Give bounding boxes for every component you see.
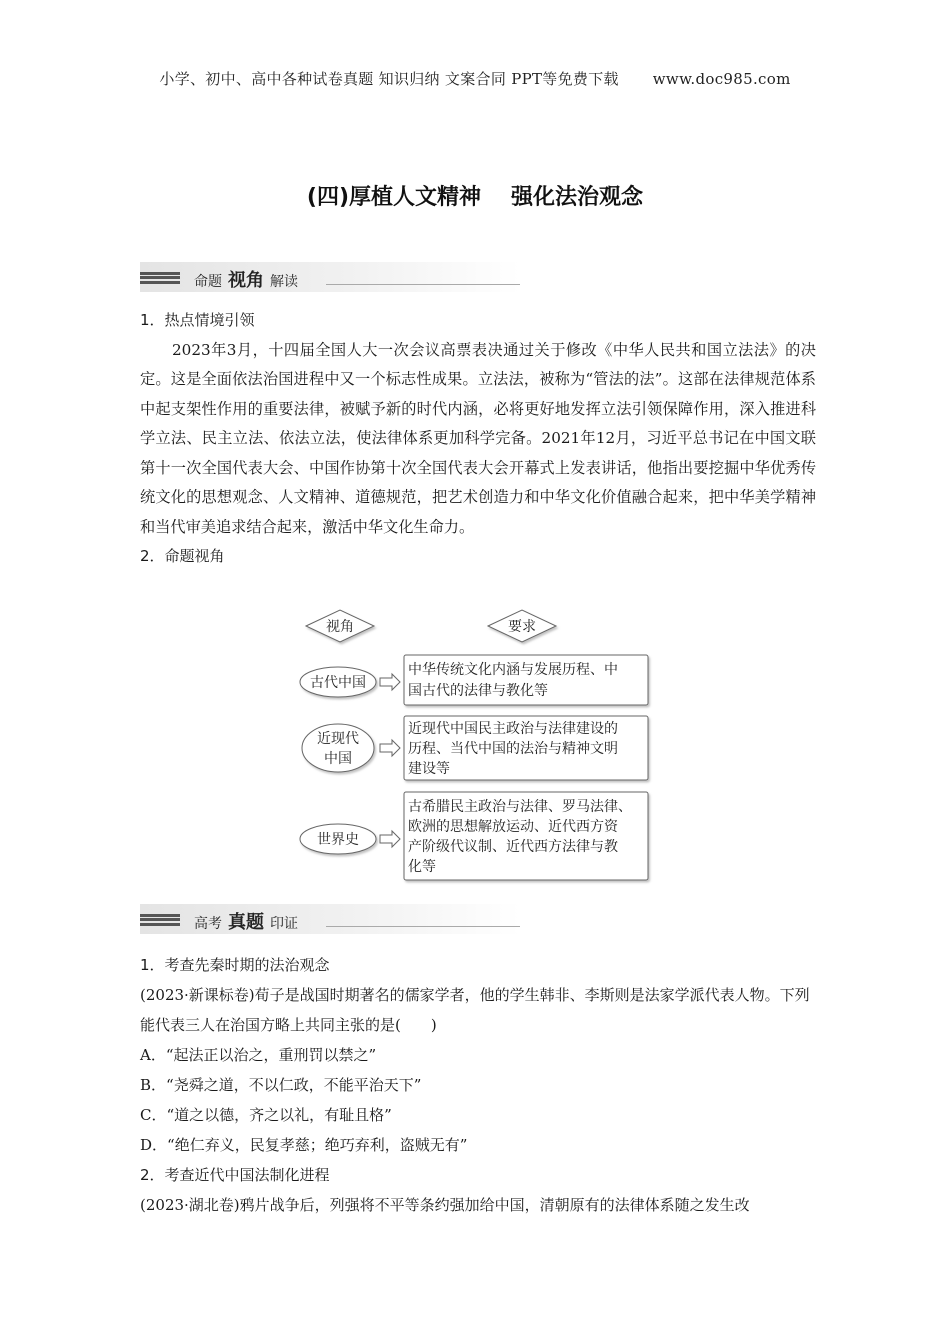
arrow-icon xyxy=(380,674,400,690)
svg-text:近现代: 近现代 xyxy=(317,731,359,747)
svg-text:建设等: 建设等 xyxy=(408,761,450,777)
hotspot-section xyxy=(140,306,816,572)
svg-text:要求: 要求 xyxy=(508,619,536,635)
svg-text:古希腊民主政治与法律、罗马法律、: 古希腊民主政治与法律、罗马法律、 xyxy=(408,799,632,815)
perspective-heading: 2．命题视角 xyxy=(140,547,225,565)
svg-text:中华传统文化内涵与发展历程、中: 中华传统文化内涵与发展历程、中 xyxy=(408,662,618,678)
q1-option-a[interactable]: A．“起法正以治之，重刑罚以禁之” xyxy=(140,1046,377,1064)
q2-stem: (2023·湖北卷)鸦片战争后，列强将不平等条约强加给中国，清朝原有的法律体系随之发生改 xyxy=(140,1196,750,1214)
hotspot-heading: 1．热点情境引领 xyxy=(140,311,255,329)
svg-text:欧洲的思想解放运动、近代西方资: 欧洲的思想解放运动、近代西方资 xyxy=(408,819,618,835)
svg-text:历程、当代中国的法治与精神文明: 历程、当代中国的法治与精神文明 xyxy=(408,741,618,757)
diagram-row-ancient-china xyxy=(300,655,648,705)
q1-option-c[interactable]: C．“道之以德，齐之以礼，有耻且格” xyxy=(140,1106,392,1124)
banner-label: 高考 真题 印证 xyxy=(194,912,298,933)
q1-option-d[interactable]: D．“绝仁弃义，民复孝慈；绝巧弃利，盗贼无有” xyxy=(140,1136,468,1154)
svg-text:视角: 视角 xyxy=(326,619,354,635)
banner-rule xyxy=(326,926,520,927)
diamond-perspective xyxy=(306,610,374,642)
svg-text:国古代的法律与教化等: 国古代的法律与教化等 xyxy=(408,683,548,699)
section-banner-exam xyxy=(140,904,520,934)
diagram-row-world-history xyxy=(300,792,648,880)
title-part1: (四)厚植人文精神 xyxy=(306,185,482,210)
header-site[interactable]: www.doc985.com xyxy=(652,70,791,88)
questions-section xyxy=(140,950,820,1220)
banner-rule xyxy=(326,284,520,285)
svg-text:化等: 化等 xyxy=(408,859,436,875)
title-part2: 强化法治观念 xyxy=(511,185,644,210)
arrow-icon xyxy=(380,740,400,756)
diagram-row-modern-china xyxy=(302,716,648,780)
section-banner-interpretation xyxy=(140,262,520,292)
q1-stem: (2023·新课标卷)荀子是战国时期著名的儒家学者，他的学生韩非、李斯则是法家学派代表人物。下列能代表三人在治国方略上共同主张的是( ) xyxy=(140,986,810,1034)
banner-label: 命题 视角 解读 xyxy=(194,270,298,291)
document-title xyxy=(0,180,950,211)
svg-text:近现代中国民主政治与法律建设的: 近现代中国民主政治与法律建设的 xyxy=(408,721,618,737)
header-text: 小学、初中、高中各种试卷真题 知识归纳 文案合同 PPT等免费下载 xyxy=(159,70,619,88)
svg-text:古代中国: 古代中国 xyxy=(310,675,366,691)
q2-heading: 2．考查近代中国法制化进程 xyxy=(140,1166,330,1184)
svg-text:中国: 中国 xyxy=(324,751,352,767)
diamond-requirement xyxy=(488,610,556,642)
perspective-diagram xyxy=(298,608,658,888)
page-header xyxy=(0,68,950,89)
svg-text:产阶级代议制、近代西方法律与教: 产阶级代议制、近代西方法律与教 xyxy=(408,839,618,855)
q1-heading: 1．考查先秦时期的法治观念 xyxy=(140,956,330,974)
arrow-icon xyxy=(380,831,400,847)
hotspot-paragraph: 2023年3月，十四届全国人大一次会议高票表决通过关于修改《中华人民共和国立法法》的决定。这是全面依法治国进程中又一个标志性成果。立法法，被称为“管法的法”。这部在法律规范体系中起支架性作用的重要法律，被赋予新的时代内涵，必将更好地发挥立法引领保障作用，深入推进科学立法、民主立法、依法立法，使法律体系更加科学完备。2021年12月，习近平总书记在中国文联第十一次全国代表大会、中国作协第十次全国代表大会开幕式上发表讲话，他指出要挖掘中华优秀传统文化的思想观念、人文精神、道德规范，把艺术创造力和中华文化价值融合起来，把中华美学精神和当代审美追求结合起来，激活中华文化生命力。 xyxy=(140,340,816,536)
svg-text:世界史: 世界史 xyxy=(317,832,359,848)
q1-option-b[interactable]: B．“尧舜之道，不以仁政，不能平治天下” xyxy=(140,1076,422,1094)
